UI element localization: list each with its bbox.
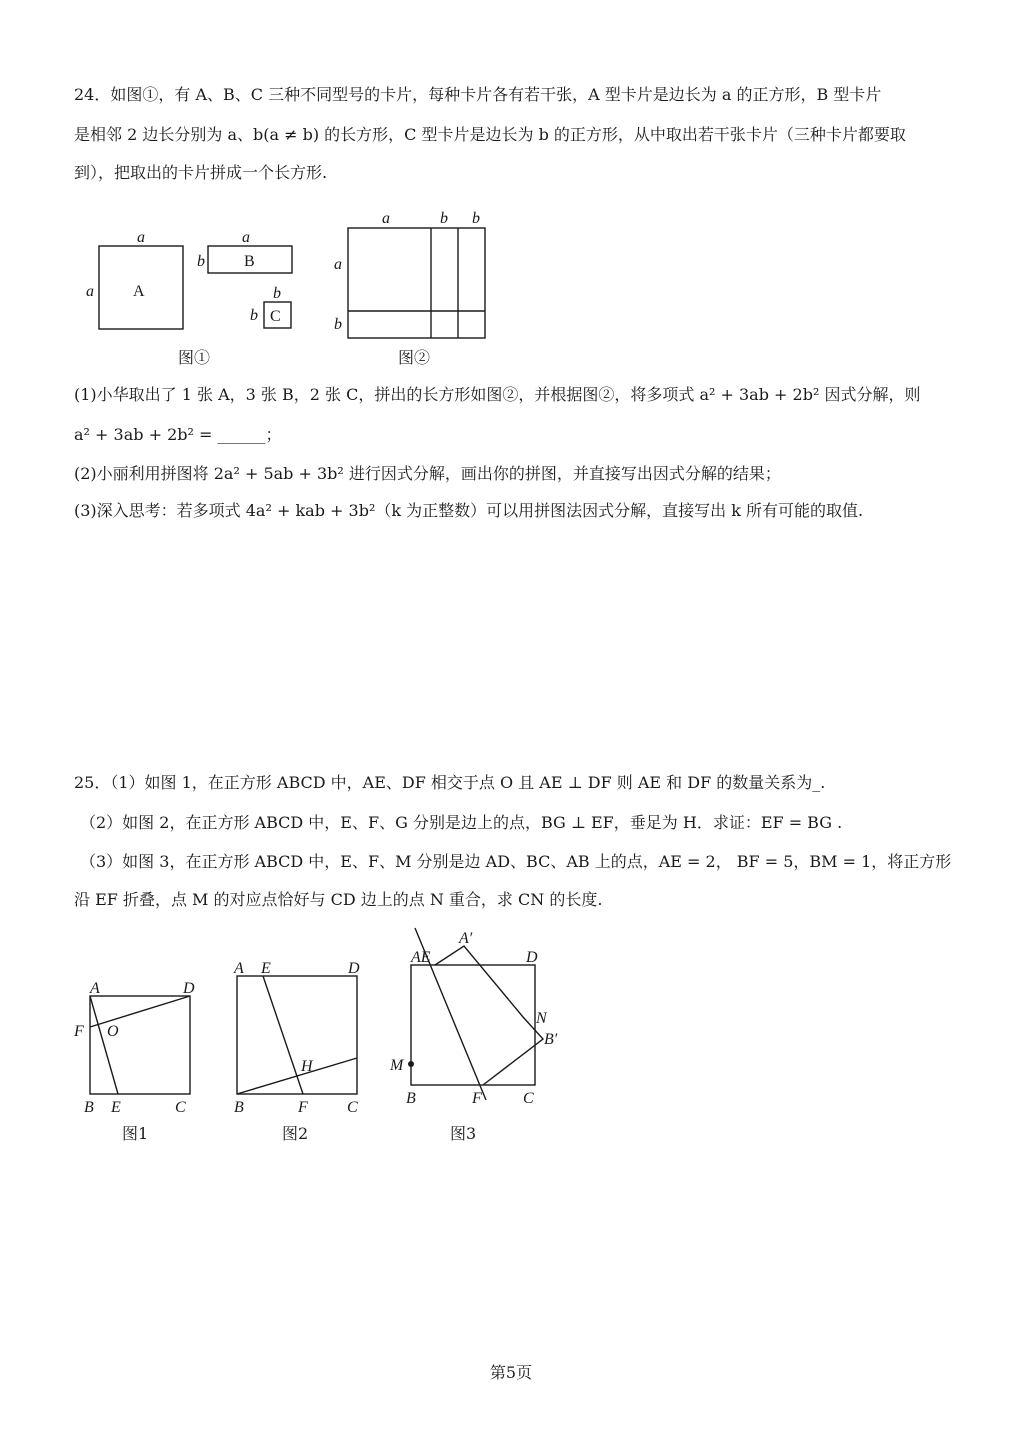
- card-c-name: C: [270, 308, 281, 325]
- q25-part1: 25．（1）如图 1，在正方形 ABCD 中，AE、DF 相交于点 O 且 AE ⊥ DF 则 AE 和 DF 的数量关系为_.: [74, 773, 826, 792]
- label-a: A: [234, 960, 244, 977]
- label-c: C: [175, 1099, 186, 1116]
- q25-figure-3: [385, 922, 585, 1117]
- label-f: F: [298, 1099, 308, 1116]
- label-d: D: [183, 980, 195, 997]
- q24-intro-line-3: 到），把取出的卡片拼成一个长方形.: [74, 163, 328, 182]
- label-f: F: [472, 1090, 482, 1107]
- q25-figure-2: [225, 955, 375, 1120]
- label-ae: AE: [411, 949, 431, 966]
- q24-part3: (3)深入思考：若多项式 4a² + kab + 3b²（k 为正整数）可以用拼图法因式分解，直接写出 k 所有可能的取值.: [74, 501, 864, 520]
- q25-figure-3-caption: 图3: [450, 1124, 477, 1143]
- label-m: M: [390, 1057, 404, 1074]
- segment-df: [90, 996, 190, 1027]
- label-b: B: [406, 1090, 416, 1107]
- label-o: O: [107, 1023, 119, 1040]
- q24-part1-line-1: (1)小华取出了 1 张 A，3 张 B，2 张 C，拼出的长方形如图②，并根据图②，将多项式 a² + 3ab + 2b² 因式分解，则: [74, 385, 921, 404]
- label-b-prime: B′: [544, 1031, 558, 1048]
- big-rectangle: [348, 228, 485, 338]
- q25-figure-1: [70, 975, 210, 1120]
- card-a-left-label: a: [86, 283, 94, 300]
- card-c-top-label: b: [273, 285, 281, 302]
- q24-figure-2: [330, 205, 500, 345]
- card-b-name: B: [244, 253, 255, 270]
- card-a-top-label: a: [137, 229, 145, 246]
- left-label-a: a: [334, 256, 342, 273]
- q25-part2: （2）如图 2，在正方形 ABCD 中，E、F、G 分别是边上的点，BG ⊥ EF，垂足为 H．求证：EF = BG .: [80, 813, 843, 832]
- label-a-prime: A′: [459, 930, 473, 947]
- label-b: B: [234, 1099, 244, 1116]
- left-label-b: b: [334, 316, 342, 333]
- card-b-top-label: a: [242, 229, 250, 246]
- label-b: B: [84, 1099, 94, 1116]
- square-abcd: [90, 996, 190, 1094]
- label-h: H: [301, 1058, 313, 1075]
- q25-part3-line-1: （3）如图 3，在正方形 ABCD 中，E、F、M 分别是边 AD、BC、AB 上的点，AE = 2， BF = 5，BM = 1，将正方形: [80, 852, 952, 871]
- top-label-b-1: b: [440, 210, 448, 227]
- label-n: N: [536, 1010, 547, 1027]
- top-label-a: a: [382, 210, 390, 227]
- q25-figure-2-caption: 图2: [282, 1124, 309, 1143]
- label-a: A: [90, 980, 100, 997]
- card-c-left-label: b: [250, 307, 258, 324]
- q24-figure-1: [80, 222, 320, 352]
- q25-figure-1-caption: 图1: [122, 1124, 149, 1143]
- segment-bg: [237, 1058, 357, 1094]
- label-e: E: [111, 1099, 121, 1116]
- q24-intro-line-2: 是相邻 2 边长分别为 a、b(a ≠ b) 的长方形，C 型卡片是边长为 b 的正方形，从中取出若干张卡片（三种卡片都要取: [74, 125, 906, 144]
- top-label-b-2: b: [472, 210, 480, 227]
- q24-figure-1-caption: 图①: [178, 348, 211, 367]
- q25-part3-line-2: 沿 EF 折叠，点 M 的对应点恰好与 CD 边上的点 N 重合，求 CN 的长度.: [74, 890, 603, 909]
- label-e: E: [261, 960, 271, 977]
- q24-intro-line-1: 24．如图①，有 A、B、C 三种不同型号的卡片，每种卡片各有若干张，A 型卡片是边长为 a 的正方形，B 型卡片: [74, 85, 882, 104]
- label-d: D: [526, 949, 538, 966]
- page-number: 第5页: [489, 1363, 533, 1382]
- q24-figure-2-caption: 图②: [398, 348, 431, 367]
- label-f: F: [74, 1023, 84, 1040]
- point-m: [408, 1061, 414, 1067]
- label-c: C: [347, 1099, 358, 1116]
- segment-ae: [90, 996, 118, 1094]
- label-d: D: [348, 960, 360, 977]
- q24-part2: (2)小丽利用拼图将 2a² + 5ab + 3b² 进行因式分解，画出你的拼图，并直接写出因式分解的结果；: [74, 464, 781, 483]
- q24-part1-line-2: a² + 3ab + 2b² = ______；: [74, 425, 282, 444]
- card-a-name: A: [133, 283, 145, 300]
- card-b-left-label: b: [197, 253, 205, 270]
- label-c: C: [523, 1090, 534, 1107]
